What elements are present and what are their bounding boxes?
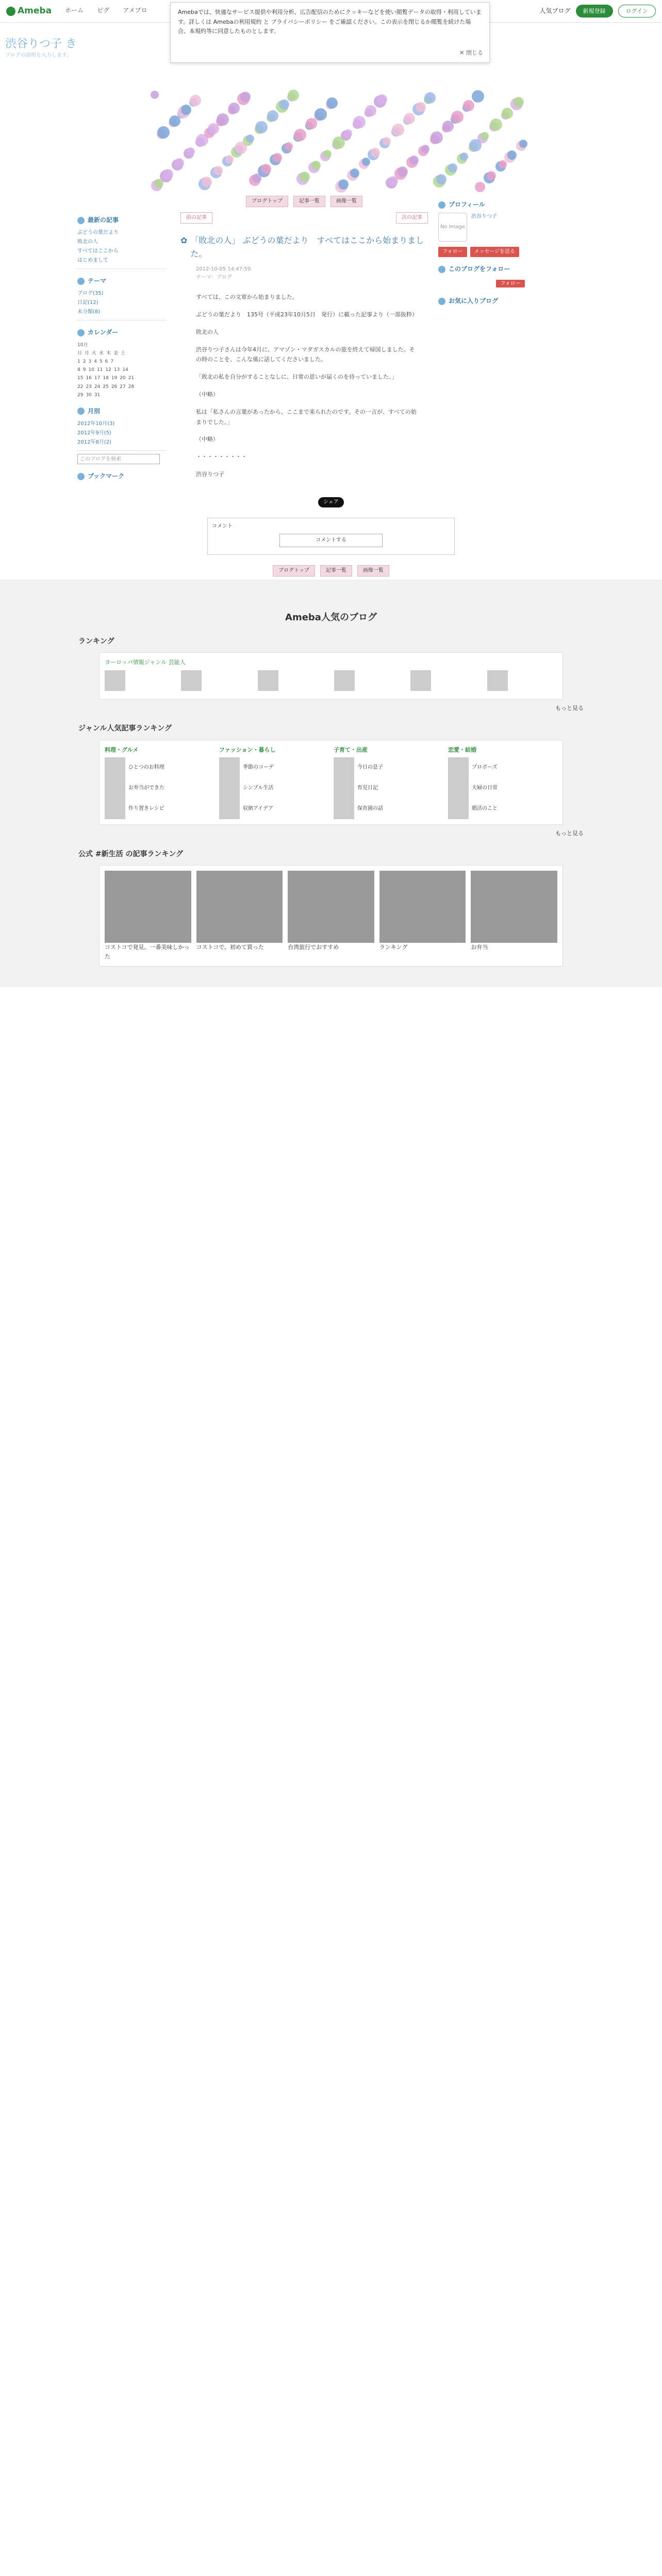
share-button[interactable]: シェア (318, 497, 344, 507)
calendar-day[interactable]: 30 (86, 392, 92, 398)
ranking-item[interactable] (258, 670, 328, 691)
item-thumbnail (334, 757, 354, 778)
archive-heading: 月別 (77, 406, 167, 416)
ranking-item[interactable] (487, 670, 557, 691)
flower-icon (77, 278, 85, 285)
hydrangea-petal (421, 145, 429, 153)
calendar-day[interactable]: 14 (122, 367, 128, 373)
hydrangea-petal (424, 92, 436, 104)
flower-icon (77, 329, 85, 336)
ranking-thumbnail (105, 670, 125, 691)
hydrangea-petal (350, 168, 359, 178)
item-thumbnail (448, 757, 469, 778)
weekday-label: 火 (92, 350, 97, 356)
category-item[interactable] (334, 757, 443, 778)
category-item[interactable] (105, 799, 214, 819)
flower-icon (77, 473, 85, 480)
flower-icon (438, 298, 445, 305)
bookmark-heading: ブックマーク (77, 471, 167, 481)
weekday-label: 水 (99, 350, 104, 356)
hydrangea-petal (338, 179, 349, 190)
article-paragraph: ぶどうの葉だより 135号（平成23年10月5日 発行）に載った記事より（一部抜粋） (196, 311, 418, 318)
calendar-day[interactable]: 29 (77, 392, 84, 398)
hydrangea-petal (514, 97, 524, 107)
calendar-day[interactable]: 16 (86, 376, 92, 381)
calendar-day[interactable]: 27 (120, 384, 126, 389)
item-title: ひとつのお料理 (128, 765, 164, 771)
calendar-days (77, 358, 167, 399)
calendar-day[interactable]: 6 (105, 359, 108, 364)
calendar-day[interactable]: 15 (77, 376, 84, 381)
article-theme[interactable]: テーマ：ブログ (196, 275, 232, 281)
popular-section (0, 580, 662, 988)
calendar-weekdays (77, 349, 167, 358)
main-content (175, 193, 433, 487)
follow-button[interactable]: フォロー (438, 247, 467, 257)
hydrangea-petal (154, 179, 163, 188)
calendar-day[interactable]: 7 (110, 359, 114, 364)
hydrangea-petal (472, 90, 484, 103)
category-item[interactable] (334, 778, 443, 799)
hydrangea-petal (389, 176, 398, 185)
hydrangea-petal (398, 166, 408, 177)
calendar-day[interactable]: 20 (120, 376, 126, 381)
article-title[interactable]: ✿ 「敗北の人」 ぶどうの葉だより すべてはここから始まりました。 (180, 234, 428, 260)
official-thumbnail (379, 871, 466, 943)
hydrangea-petal (288, 90, 299, 101)
hydrangea-petal (377, 94, 387, 105)
hydrangea-petal (481, 132, 489, 140)
theme-item[interactable]: ブログ(35) (77, 291, 104, 297)
comment-button[interactable]: コメントする (279, 534, 383, 547)
flower-icon (438, 201, 445, 209)
hydrangea-petal (202, 177, 212, 187)
ranking-item[interactable] (410, 670, 481, 691)
favorites-heading: お気に入りブログ (438, 296, 583, 306)
comment-section (207, 518, 455, 555)
item-thumbnail (334, 778, 354, 799)
hydrangea-petal (442, 121, 454, 132)
category-item[interactable] (334, 799, 443, 819)
archive-list (77, 419, 167, 451)
hydrangea-petal (235, 142, 247, 154)
category-item[interactable] (448, 778, 557, 799)
official-thumbnail (196, 871, 283, 943)
next-article-link[interactable]: 次の記事 (396, 212, 428, 224)
hydrangea-petal (448, 163, 457, 173)
hydrangea-petal (502, 108, 513, 119)
article-paragraph: 渋谷りつ子さんは今年4月に、アマゾン・マダガスカルの旅を終えて帰国しました。その時のことを、こんな風に話してくださいました。 (196, 346, 415, 363)
cookie-banner (170, 2, 490, 63)
calendar-day[interactable]: 21 (128, 376, 135, 381)
hydrangea-petal (451, 111, 464, 123)
article-paragraph: ・・・・・・・・・ (196, 453, 247, 461)
login-button[interactable]: ログイン (618, 5, 656, 18)
article-paragraph: 敗北の人 (196, 328, 219, 335)
hydrangea-petal (246, 134, 254, 143)
flower-icon (438, 266, 445, 273)
calendar-day[interactable]: 25 (103, 384, 109, 389)
right-sidebar (433, 193, 588, 487)
article-date: 2012-10-05 14:47:59 (196, 266, 251, 273)
item-title: 保育園の話 (357, 806, 383, 812)
left-sidebar (0, 193, 175, 487)
item-thumbnail (334, 799, 354, 819)
item-thumbnail (219, 757, 240, 778)
item-title: 季節のコーデ (243, 765, 274, 771)
archive-item[interactable]: 2012年8月(2) (77, 439, 111, 446)
calendar-day[interactable]: 13 (113, 367, 120, 373)
hydrangea-petal (383, 137, 391, 145)
official-ranking (99, 865, 563, 967)
item-thumbnail (448, 799, 469, 819)
calendar-heading: カレンダー (77, 328, 167, 337)
item-title: お弁当ができた (128, 785, 164, 791)
category-heading[interactable]: 子育て・出産 (334, 746, 368, 753)
official-item[interactable] (379, 871, 466, 961)
hydrangea-petal (169, 115, 180, 127)
hydrangea-petal (463, 100, 474, 111)
ameba-logo[interactable]: Ameba (6, 4, 52, 18)
theme-item[interactable]: 日記(12) (77, 300, 98, 306)
hydrangea-petal (255, 121, 268, 133)
theme-heading: テーマ (77, 276, 167, 286)
blog-nav (180, 196, 428, 207)
hydrangea-petal (333, 137, 345, 149)
ranking-item[interactable] (105, 670, 175, 691)
cookie-close-button[interactable]: ✕ 閉じる (459, 49, 483, 57)
official-title: ランキング (379, 944, 408, 951)
calendar-day[interactable]: 17 (94, 376, 101, 381)
calendar-day[interactable]: 5 (99, 359, 103, 364)
ranking-heading: ランキング (78, 637, 114, 646)
official-item[interactable] (471, 871, 557, 961)
nav-pigg[interactable]: ピグ (97, 7, 110, 14)
hydrangea-petal (507, 150, 517, 160)
profile-name[interactable]: 渋谷りつ子 (471, 214, 497, 220)
ranking-item[interactable] (181, 670, 251, 691)
hydrangea-petal (225, 155, 234, 163)
flower-icon (77, 217, 85, 224)
hydrangea-petal (208, 123, 219, 134)
hydrangea-petal (404, 113, 415, 124)
hydrangea-petal (365, 105, 376, 116)
category-heading[interactable]: 恋愛・結婚 (448, 746, 476, 753)
avatar[interactable]: No Image (438, 213, 467, 242)
category-item[interactable] (219, 799, 328, 819)
hydrangea-petal (487, 171, 496, 180)
hydrangea-petal (499, 160, 507, 168)
hydrangea-petal (294, 129, 306, 141)
hydrangea-petal (326, 97, 338, 109)
calendar-day[interactable]: 2 (82, 359, 86, 364)
hydrangea-petal (436, 174, 446, 184)
hydrangea-petal (151, 91, 159, 99)
blog-subtitle: ブログの説明を入力します。 (5, 53, 72, 58)
item-title: 育児日記 (357, 785, 378, 791)
calendar-day[interactable]: 3 (88, 359, 92, 364)
ranking-thumbnail (410, 670, 431, 691)
nav-ameblo[interactable]: アメブロ (123, 7, 147, 14)
ranking-thumbnail (258, 670, 278, 691)
hydrangea-petal (469, 139, 482, 151)
recent-item[interactable]: ぶどうの葉だより (77, 230, 119, 236)
category-ranking (99, 740, 563, 825)
item-title: 収納アイデア (243, 806, 274, 812)
hydrangea-petal (181, 105, 191, 115)
hydrangea-petal (460, 152, 468, 161)
blog-nav-bottom (0, 565, 662, 577)
hydrangea-petal (261, 164, 271, 174)
item-thumbnail (219, 799, 240, 819)
category-item[interactable] (219, 757, 328, 778)
recent-item[interactable]: はじめまして (77, 258, 108, 264)
article-body (180, 292, 428, 480)
item-title: 作り置きレシピ (128, 806, 164, 812)
hydrangea-petal (240, 92, 251, 102)
theme-list (77, 289, 167, 320)
cookie-text: Amebaでは、快適なサービス提供や利用分析、広告配信のためにクッキーなどを使い閲覧データの取得・利用しています。詳しくは Amebaの利用規約 と プライバシーポリシー をご確認ください。この表示を閉じるか閲覧を続けた場合、本規約等に同意したものとします。 (178, 9, 482, 35)
recent-item[interactable]: すべてはここから (77, 248, 119, 255)
top-nav (65, 6, 159, 16)
hydrangea-petal (252, 174, 261, 183)
hydrangea-header-image (144, 90, 536, 193)
ranking-thumbnail (334, 670, 355, 691)
hydrangea-petal (300, 172, 310, 182)
hydrangea-petal (323, 150, 332, 158)
calendar-day[interactable]: 11 (96, 367, 103, 373)
hydrangea-petal (285, 142, 293, 150)
weekday-label: 金 (113, 350, 119, 356)
hydrangea-petal (490, 118, 502, 131)
flower-icon (77, 408, 85, 415)
calendar-day[interactable]: 8 (77, 367, 80, 373)
calendar-day[interactable]: 31 (94, 392, 101, 398)
hydrangea-petal (163, 169, 173, 179)
article-paragraph: 「敗北の私を自分がすることなしに、日常の思いが届くのを待っていました。」 (196, 374, 398, 381)
weekday-label: 木 (106, 350, 111, 356)
ranking-item[interactable] (334, 670, 404, 691)
article-paragraph: 私は「私さんの言葉があったから、ここまで来られたのです。その一言が、すべての始まりでした。」 (196, 408, 417, 426)
category-column (105, 745, 214, 820)
hydrangea-petal (273, 153, 282, 162)
follow-big-button[interactable]: フォロー (496, 280, 525, 287)
ranking-thumbnail (487, 670, 508, 691)
article-paragraph: 渋谷りつ子 (196, 470, 224, 478)
official-heading: 公式 #新生活 の記事ランキング (78, 850, 184, 858)
item-title: 今日の息子 (357, 765, 383, 771)
more-link[interactable]: もっと見る (555, 704, 584, 711)
hydrangea-petal (196, 134, 208, 146)
category-item[interactable] (448, 799, 557, 819)
calendar-day[interactable]: 18 (103, 376, 109, 381)
category-heading[interactable]: ファッション・暮らし (219, 746, 276, 753)
hydrangea-petal (217, 113, 229, 126)
official-title: 台湾旅行でおすすめ (288, 944, 339, 951)
article-meta (196, 265, 428, 282)
official-thumbnail (288, 871, 374, 943)
theme-item[interactable]: 未分類(8) (77, 309, 101, 315)
hydrangea-petal (392, 124, 404, 136)
hydrangea-petal (306, 118, 317, 129)
item-title: プロポーズ (472, 765, 498, 771)
calendar-day[interactable]: 4 (94, 359, 97, 364)
archive-item[interactable]: 2012年9月(5) (77, 430, 111, 436)
blog-search-input[interactable]: このブログを検索 (77, 454, 160, 464)
official-item[interactable] (105, 871, 191, 961)
category-item[interactable] (219, 778, 328, 799)
recent-item[interactable]: 敗北の人 (77, 239, 98, 245)
hydrangea-petal (311, 161, 321, 170)
message-button[interactable]: メッセージを送る (470, 247, 519, 257)
nav-popular-blogs[interactable]: 人気ブログ (539, 7, 571, 14)
hydrangea-petal (431, 131, 443, 144)
share-bar (0, 497, 662, 507)
hydrangea-petal (228, 103, 240, 114)
item-title: 夫婦の日常 (472, 785, 498, 791)
ranking-card (99, 652, 563, 700)
more-link[interactable]: もっと見る (555, 830, 584, 837)
category-column (334, 745, 443, 820)
official-title: お弁当 (471, 944, 488, 951)
article-paragraph: （中略） (196, 436, 219, 443)
item-thumbnail (105, 799, 125, 819)
article-pager (180, 212, 428, 224)
item-title: 婚活のこと (472, 806, 498, 812)
hydrangea-petal (190, 95, 201, 106)
calendar-day[interactable]: 19 (111, 376, 118, 381)
category-heading[interactable]: 料理・グルメ (105, 746, 139, 753)
prev-article-link[interactable]: 前の記事 (180, 212, 212, 224)
article-list-button[interactable]: 記事一覧 (320, 565, 352, 577)
hydrangea-petal (519, 140, 527, 148)
item-title: シンプル生活 (243, 785, 274, 791)
hydrangea-petal (175, 158, 184, 167)
weekday-label: 月 (85, 350, 90, 356)
hydrangea-petal (267, 110, 278, 122)
hydrangea-petal (315, 108, 327, 121)
official-title: コストコで、初めて買った (196, 944, 264, 951)
genre-label[interactable]: ヨーロッパ情報ジャンル 芸能人 (105, 658, 186, 666)
signup-button[interactable]: 新規登録 (576, 5, 613, 18)
official-title: コストコで発見。一番美味しかった (105, 944, 190, 960)
hydrangea-petal (187, 147, 195, 156)
item-thumbnail (105, 757, 125, 778)
official-thumbnail (471, 871, 557, 943)
profile-heading: プロフィール (438, 200, 583, 210)
calendar-day[interactable]: 1 (77, 359, 80, 364)
article-paragraph: すべては、この文章から始まりました。 (196, 294, 298, 301)
recent-heading: 最新の記事 (77, 215, 167, 225)
article-paragraph: （中略） (196, 391, 219, 398)
calendar-day[interactable]: 22 (77, 384, 84, 389)
item-thumbnail (448, 778, 469, 799)
official-item[interactable] (288, 871, 374, 961)
hydrangea-petal (362, 158, 370, 166)
archive-item[interactable]: 2012年10月(3) (77, 421, 115, 427)
hydrangea-petal (409, 156, 419, 165)
calendar (77, 341, 167, 399)
comment-label: コメント (212, 523, 233, 529)
flower-icon: ✿ (180, 235, 188, 245)
ranking-thumbnail (181, 670, 202, 691)
hydrangea-petal (416, 102, 426, 112)
blog-title[interactable]: 渋谷りつ子 き (5, 38, 77, 50)
nav-home[interactable]: ホーム (65, 7, 84, 14)
article-list-button[interactable]: 記事一覧 (293, 196, 325, 207)
calendar-day[interactable]: 9 (82, 367, 86, 373)
calendar-day[interactable]: 23 (86, 384, 92, 389)
recent-list (77, 228, 167, 269)
ameba-logo-icon (6, 7, 15, 16)
category-item[interactable] (105, 757, 214, 778)
hydrangea-petal (371, 148, 380, 157)
category-column (448, 745, 557, 820)
popular-title: Ameba人気のブログ (285, 612, 377, 623)
image-list-button[interactable]: 画像一覧 (330, 196, 362, 207)
calendar-day[interactable]: 28 (128, 384, 135, 389)
hydrangea-petal (213, 166, 223, 175)
image-list-button[interactable]: 画像一覧 (357, 565, 389, 577)
category-heading: ジャンル人気記事ランキング (78, 724, 172, 733)
category-column (219, 745, 328, 820)
ranking-row (105, 670, 557, 691)
blog-top-button[interactable]: ブログトップ (273, 565, 315, 577)
category-item[interactable] (105, 778, 214, 799)
weekday-label: 日 (77, 350, 82, 356)
hydrangea-petal (475, 182, 485, 192)
category-item[interactable] (448, 757, 557, 778)
official-item[interactable] (196, 871, 283, 961)
hydrangea-petal (279, 99, 289, 110)
hydrangea-petal (157, 126, 170, 139)
blog-top-button[interactable]: ブログトップ (246, 196, 288, 207)
item-thumbnail (105, 778, 125, 799)
hydrangea-petal (353, 116, 366, 128)
calendar-month: 10月 (77, 342, 88, 348)
weekday-label: 土 (121, 350, 126, 356)
item-thumbnail (219, 778, 240, 799)
follower-heading: このブログをフォロー (438, 264, 583, 274)
calendar-day[interactable]: 12 (105, 367, 111, 373)
hydrangea-petal (344, 129, 352, 138)
calendar-day[interactable]: 24 (94, 384, 101, 389)
official-thumbnail (105, 871, 191, 943)
calendar-day[interactable]: 10 (88, 367, 94, 373)
calendar-day[interactable]: 26 (111, 384, 118, 389)
